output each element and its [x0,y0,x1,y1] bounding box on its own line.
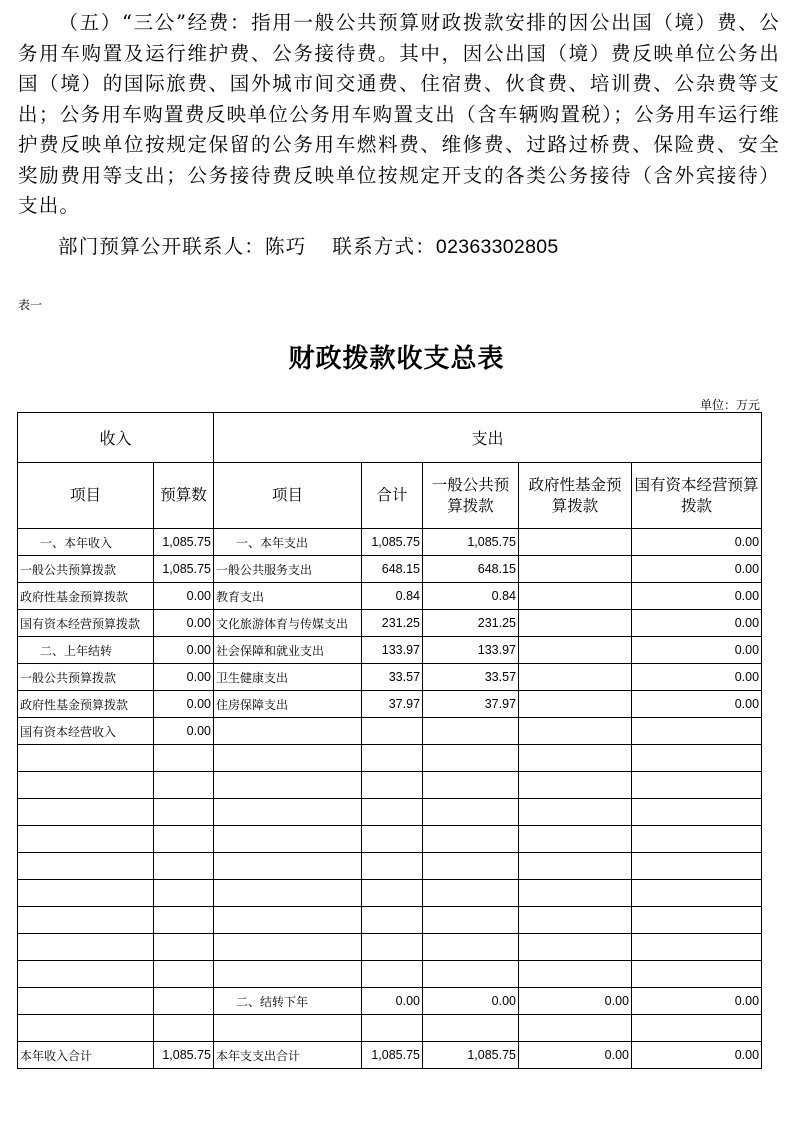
expense-total-cell [362,961,423,988]
expense-item-cell [214,853,362,880]
gov-fund-cell [519,718,632,745]
general-budget-cell: 1,085.75 [423,529,519,556]
table-row [18,1042,762,1069]
income-item-cell [18,988,154,1015]
gov-fund-cell [519,772,632,799]
expense-item-cell: 社会保障和就业支出 [214,637,362,664]
table-row [18,529,762,556]
table-row [18,799,762,826]
general-budget-cell [423,826,519,853]
income-item-cell: 政府性基金预算拨款 [18,691,154,718]
general-budget-cell [423,772,519,799]
state-capital-cell: 0.00 [632,664,762,691]
income-amount-cell [154,799,214,826]
income-item-cell [18,799,154,826]
gov-fund-cell [519,745,632,772]
expense-total-cell [362,1015,423,1042]
table-row [18,691,762,718]
income-item-cell: 本年收入合计 [18,1042,154,1069]
expense-total-cell [362,718,423,745]
table-row [18,988,762,1015]
general-budget-header: 一般公共预算拨款 [423,463,519,529]
state-capital-cell [632,826,762,853]
gov-fund-cell: 0.00 [519,988,632,1015]
general-budget-cell: 1,085.75 [423,1042,519,1069]
general-budget-cell [423,1015,519,1042]
header-row-groups [18,413,762,463]
gov-fund-cell [519,826,632,853]
income-amount-cell: 0.00 [154,664,214,691]
table-row [18,583,762,610]
gov-fund-cell: 0.00 [519,1042,632,1069]
expense-total-cell [362,907,423,934]
income-amount-cell: 1,085.75 [154,1042,214,1069]
income-item-cell [18,853,154,880]
expense-item-cell: 教育支出 [214,583,362,610]
state-capital-cell: 0.00 [632,610,762,637]
income-amount-cell [154,880,214,907]
gov-fund-cell [519,583,632,610]
table-row [18,826,762,853]
state-capital-cell: 0.00 [632,556,762,583]
expense-total-cell [362,853,423,880]
expense-total-cell: 231.25 [362,610,423,637]
general-budget-cell: 133.97 [423,637,519,664]
gov-fund-cell [519,853,632,880]
general-budget-cell [423,961,519,988]
expense-total-cell: 0.00 [362,988,423,1015]
income-amount-cell: 0.00 [154,610,214,637]
state-capital-cell: 0.00 [632,1042,762,1069]
income-amount-cell [154,772,214,799]
state-capital-cell [632,745,762,772]
expense-item-cell: 文化旅游体育与传媒支出 [214,610,362,637]
income-amount-cell: 0.00 [154,691,214,718]
expense-item-cell: 卫生健康支出 [214,664,362,691]
income-item-cell: 一般公共预算拨款 [18,664,154,691]
contact-phone: 02363302805 [435,236,559,258]
income-item-cell: 二、上年结转 [18,637,154,664]
income-budget-header: 预算数 [154,463,214,529]
income-item-cell: 国有资本经营收入 [18,718,154,745]
general-budget-cell [423,853,519,880]
state-capital-cell [632,961,762,988]
income-amount-cell [154,907,214,934]
expense-item-cell [214,1015,362,1042]
income-amount-cell: 1,085.75 [154,556,214,583]
expense-total-cell: 37.97 [362,691,423,718]
expense-total-cell: 648.15 [362,556,423,583]
income-amount-cell [154,1015,214,1042]
income-item-cell: 国有资本经营预算拨款 [18,610,154,637]
expense-item-header: 项目 [214,463,362,529]
general-budget-cell [423,880,519,907]
state-capital-cell [632,880,762,907]
expense-item-cell [214,907,362,934]
income-amount-cell [154,826,214,853]
expense-total-cell: 33.57 [362,664,423,691]
income-amount-cell [154,961,214,988]
state-capital-cell [632,772,762,799]
general-budget-cell: 33.57 [423,664,519,691]
unit-label: 单位：万元 [699,398,760,412]
state-capital-cell: 0.00 [632,583,762,610]
general-budget-cell [423,934,519,961]
three-public-expenses-paragraph [18,8,780,222]
income-amount-cell [154,988,214,1015]
general-budget-cell: 37.97 [423,691,519,718]
table-row [18,961,762,988]
gov-fund-cell [519,691,632,718]
state-capital-cell [632,718,762,745]
header-row-columns [18,463,762,529]
income-item-cell [18,826,154,853]
income-item-header: 项目 [18,463,154,529]
expense-total-cell [362,745,423,772]
table-row [18,853,762,880]
income-item-cell [18,1015,154,1042]
gov-fund-cell [519,934,632,961]
state-capital-cell: 0.00 [632,691,762,718]
expense-total-cell [362,799,423,826]
income-item-cell [18,907,154,934]
gov-fund-header: 政府性基金预算拨款 [519,463,632,529]
table-row [18,745,762,772]
contact-line [58,232,793,263]
expense-header: 支出 [214,413,762,463]
expense-item-cell [214,745,362,772]
state-capital-cell: 0.00 [632,529,762,556]
income-item-cell: 一般公共预算拨款 [18,556,154,583]
income-item-cell: 一、本年收入 [18,529,154,556]
table-row [18,1015,762,1042]
income-amount-cell: 0.00 [154,718,214,745]
state-capital-cell: 0.00 [632,637,762,664]
table-row [18,610,762,637]
expense-item-cell [214,799,362,826]
fiscal-appropriation-table [17,412,762,1069]
gov-fund-cell [519,664,632,691]
gov-fund-cell [519,1015,632,1042]
table-row [18,880,762,907]
general-budget-cell [423,907,519,934]
general-budget-cell [423,745,519,772]
expense-total-cell: 0.84 [362,583,423,610]
expense-item-cell: 一、本年支出 [214,529,362,556]
state-capital-cell [632,799,762,826]
table-row [18,637,762,664]
expense-item-cell: 住房保障支出 [214,691,362,718]
general-budget-cell [423,718,519,745]
table-row [18,718,762,745]
expense-total-cell [362,772,423,799]
table-row [18,664,762,691]
expense-item-cell [214,718,362,745]
expense-item-cell [214,772,362,799]
state-capital-header: 国有资本经营预算拨款 [632,463,762,529]
expense-total-header: 合计 [362,463,423,529]
state-capital-cell: 0.00 [632,988,762,1015]
income-amount-cell: 0.00 [154,637,214,664]
expense-item-cell [214,826,362,853]
table-row [18,907,762,934]
general-budget-cell: 0.00 [423,988,519,1015]
table-row [18,556,762,583]
table-number: 表一 [18,298,43,312]
contact-method-label: 联系方式： [332,235,436,258]
three-public-expenses-text: （五）“三公”经费：指用一般公共预算财政拨款安排的因公出国（境）费、公务用车购置及运行维护费、公务接待费。其中，因公出国（境）费反映单位公务出国（境）的国际旅费、国外城市间交通费、住宿费、伙食费、培训费、公杂费等支出；公务用车购置费反映单位公务用车购置支出（含车辆购置税）；公务用车运行维护费反映单位按规定保留的公务用车燃料费、维修费、过路过桥费、保险费、安全奖励费用等支出；公务接待费反映单位按规定开支的各类公务接待（含外宾接待）支出。 [18,11,780,217]
expense-item-cell [214,934,362,961]
table-row [18,934,762,961]
general-budget-cell [423,799,519,826]
gov-fund-cell [519,799,632,826]
income-item-cell [18,772,154,799]
gov-fund-cell [519,907,632,934]
income-amount-cell: 0.00 [154,583,214,610]
expense-total-cell: 1,085.75 [362,1042,423,1069]
income-amount-cell [154,745,214,772]
expense-item-cell [214,961,362,988]
general-budget-cell: 648.15 [423,556,519,583]
expense-total-cell [362,880,423,907]
income-item-cell [18,934,154,961]
income-item-cell [18,745,154,772]
income-amount-cell [154,934,214,961]
expense-item-cell: 一般公共服务支出 [214,556,362,583]
table-title: 财政拨款收支总表 [288,344,505,374]
income-amount-cell: 1,085.75 [154,529,214,556]
income-item-cell [18,961,154,988]
state-capital-cell [632,907,762,934]
expense-item-cell: 二、结转下年 [214,988,362,1015]
general-budget-cell: 231.25 [423,610,519,637]
gov-fund-cell [519,880,632,907]
table-row [18,772,762,799]
expense-total-cell [362,826,423,853]
expense-total-cell: 1,085.75 [362,529,423,556]
gov-fund-cell [519,529,632,556]
income-item-cell: 政府性基金预算拨款 [18,583,154,610]
gov-fund-cell [519,961,632,988]
income-amount-cell [154,853,214,880]
expense-item-cell: 本年支支出合计 [214,1042,362,1069]
income-header: 收入 [18,413,214,463]
state-capital-cell [632,853,762,880]
expense-item-cell [214,880,362,907]
gov-fund-cell [519,556,632,583]
expense-total-cell [362,934,423,961]
gov-fund-cell [519,637,632,664]
state-capital-cell [632,1015,762,1042]
expense-total-cell: 133.97 [362,637,423,664]
general-budget-cell: 0.84 [423,583,519,610]
income-item-cell [18,880,154,907]
state-capital-cell [632,934,762,961]
table-body [18,529,762,1069]
contact-person: 部门预算公开联系人：陈巧 [58,235,307,258]
gov-fund-cell [519,610,632,637]
